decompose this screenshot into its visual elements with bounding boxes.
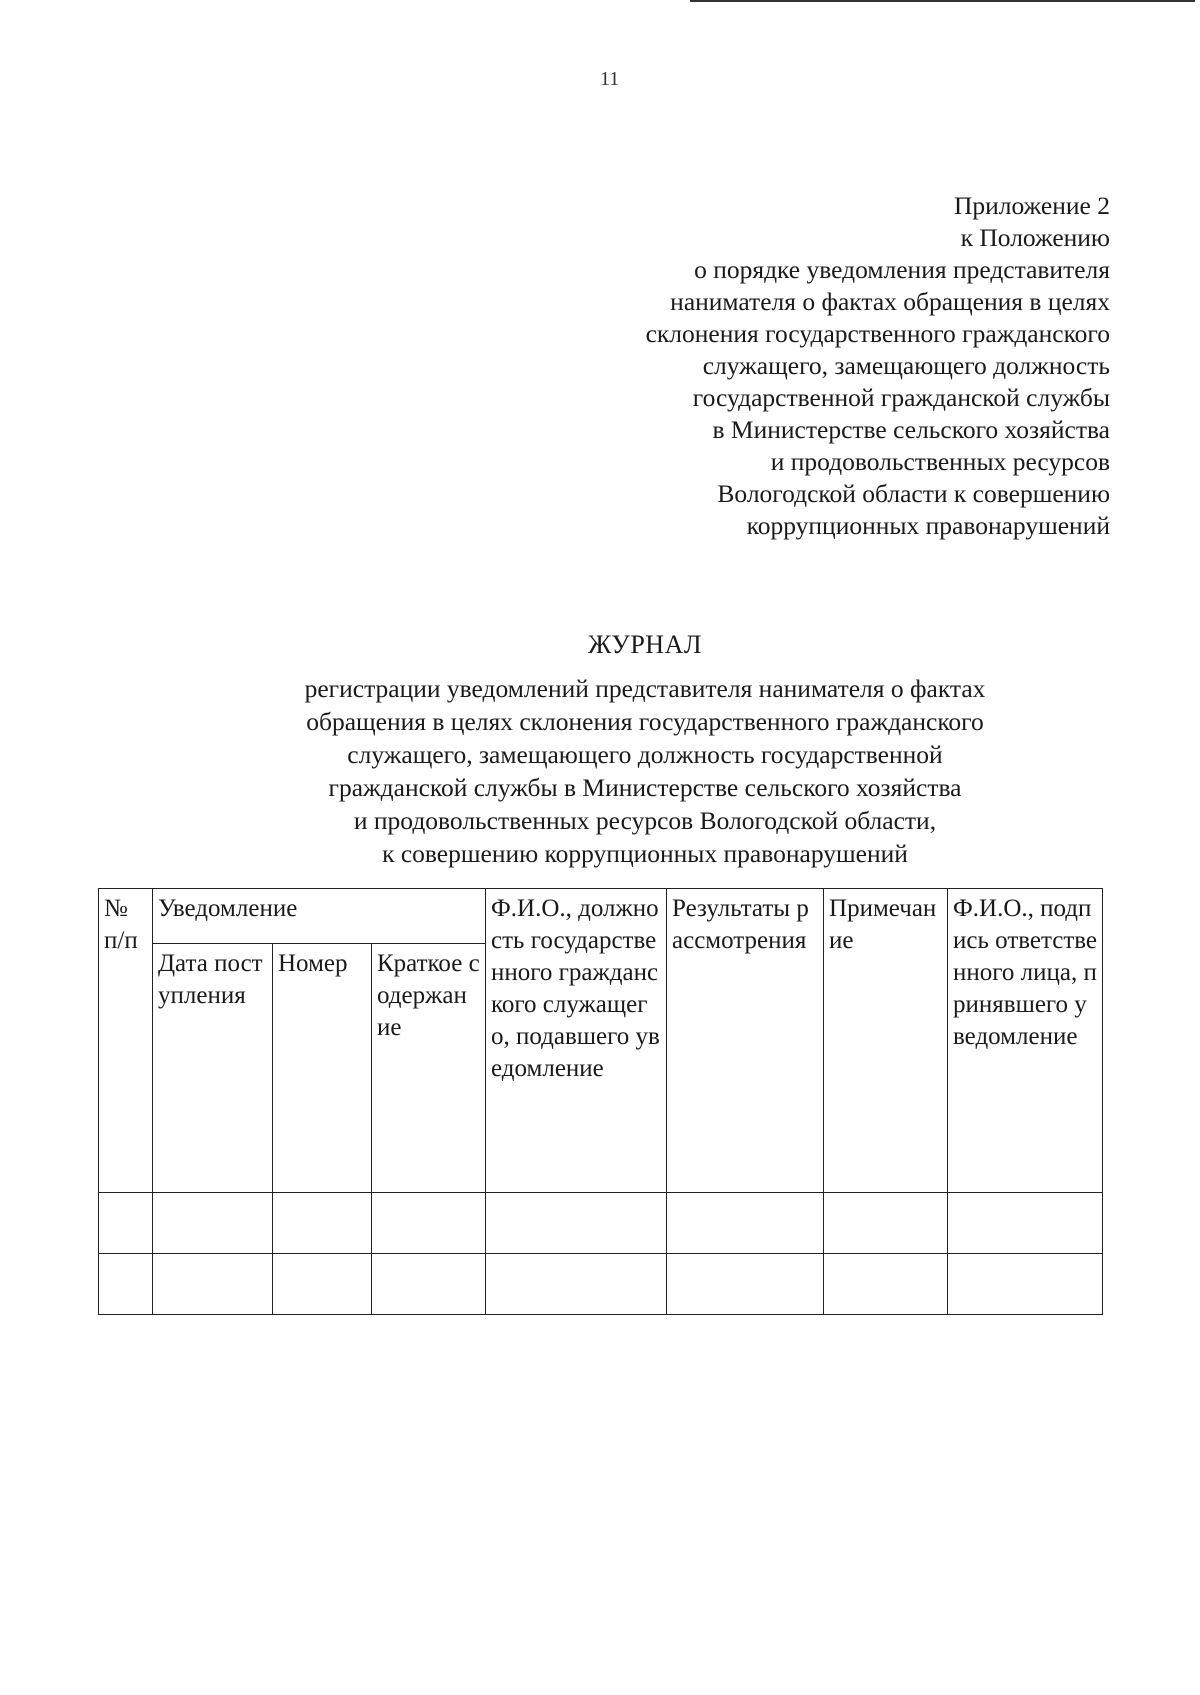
appendix-line: в Министерстве сельского хозяйства <box>712 415 1110 444</box>
header-number: № п/п <box>99 889 153 1193</box>
header-employee: Ф.И.О., должность государственного гражданского служащего, подавшего уведомление <box>486 889 667 1193</box>
subtitle-line: гражданской службы в Министерстве сельского хозяйства <box>328 773 962 802</box>
table-cell[interactable] <box>99 1193 153 1254</box>
table-cell[interactable] <box>948 1254 1103 1315</box>
table-cell[interactable] <box>824 1193 948 1254</box>
header-responsible: Ф.И.О., подпись ответственного лица, принявшего уведомление <box>948 889 1103 1193</box>
table-cell[interactable] <box>153 1254 273 1315</box>
table-cell[interactable] <box>667 1254 824 1315</box>
table-cell[interactable] <box>486 1254 667 1315</box>
appendix-line: к Положению <box>960 223 1110 252</box>
table-cell[interactable] <box>273 1193 372 1254</box>
table-cell[interactable] <box>99 1254 153 1315</box>
table-cell[interactable] <box>667 1193 824 1254</box>
appendix-line: Вологодской области к совершению <box>717 479 1110 508</box>
appendix-line: коррупционных правонарушений <box>746 511 1110 540</box>
appendix-line: о порядке уведомления представителя <box>694 255 1110 284</box>
table-row <box>99 1254 1103 1315</box>
page-number: 11 <box>600 68 620 90</box>
subtitle-line: регистрации уведомлений представителя нанимателя о фактах <box>304 674 986 703</box>
scan-edge-line <box>690 0 1195 2</box>
table-cell[interactable] <box>486 1193 667 1254</box>
appendix-header <box>510 190 1110 542</box>
header-date: Дата поступления <box>153 944 273 1193</box>
journal-title: ЖУРНАЛ <box>588 630 702 659</box>
table-cell[interactable] <box>372 1254 486 1315</box>
table-cell[interactable] <box>948 1193 1103 1254</box>
header-results: Результаты рассмотрения <box>667 889 824 1193</box>
appendix-line: Приложение 2 <box>954 191 1110 220</box>
header-note: Примечание <box>824 889 948 1193</box>
appendix-line: служащего, замещающего должность <box>702 351 1110 380</box>
table-cell[interactable] <box>824 1254 948 1315</box>
table-cell[interactable] <box>153 1193 273 1254</box>
subtitle-line: обращения в целях склонения государственного гражданского <box>306 707 984 736</box>
subtitle-line: к совершению коррупционных правонарушений <box>382 839 908 868</box>
appendix-line: государственной гражданской службы <box>692 383 1110 412</box>
subtitle-line: и продовольственных ресурсов Вологодской области, <box>353 806 937 835</box>
table-header-row <box>99 889 1103 944</box>
header-reg-number: Номер <box>273 944 372 1193</box>
journal-subtitle <box>0 672 1200 870</box>
appendix-line: склонения государственного гражданского <box>645 319 1110 348</box>
appendix-line: и продовольственных ресурсов <box>770 447 1110 476</box>
registration-table <box>98 888 1103 1315</box>
appendix-line: нанимателя о фактах обращения в целях <box>670 287 1110 316</box>
table-cell[interactable] <box>372 1193 486 1254</box>
subtitle-line: служащего, замещающего должность государственной <box>347 740 943 769</box>
table-cell[interactable] <box>273 1254 372 1315</box>
header-notification: Уведомление <box>153 889 486 944</box>
header-summary: Краткое содержание <box>372 944 486 1193</box>
table-row <box>99 1193 1103 1254</box>
